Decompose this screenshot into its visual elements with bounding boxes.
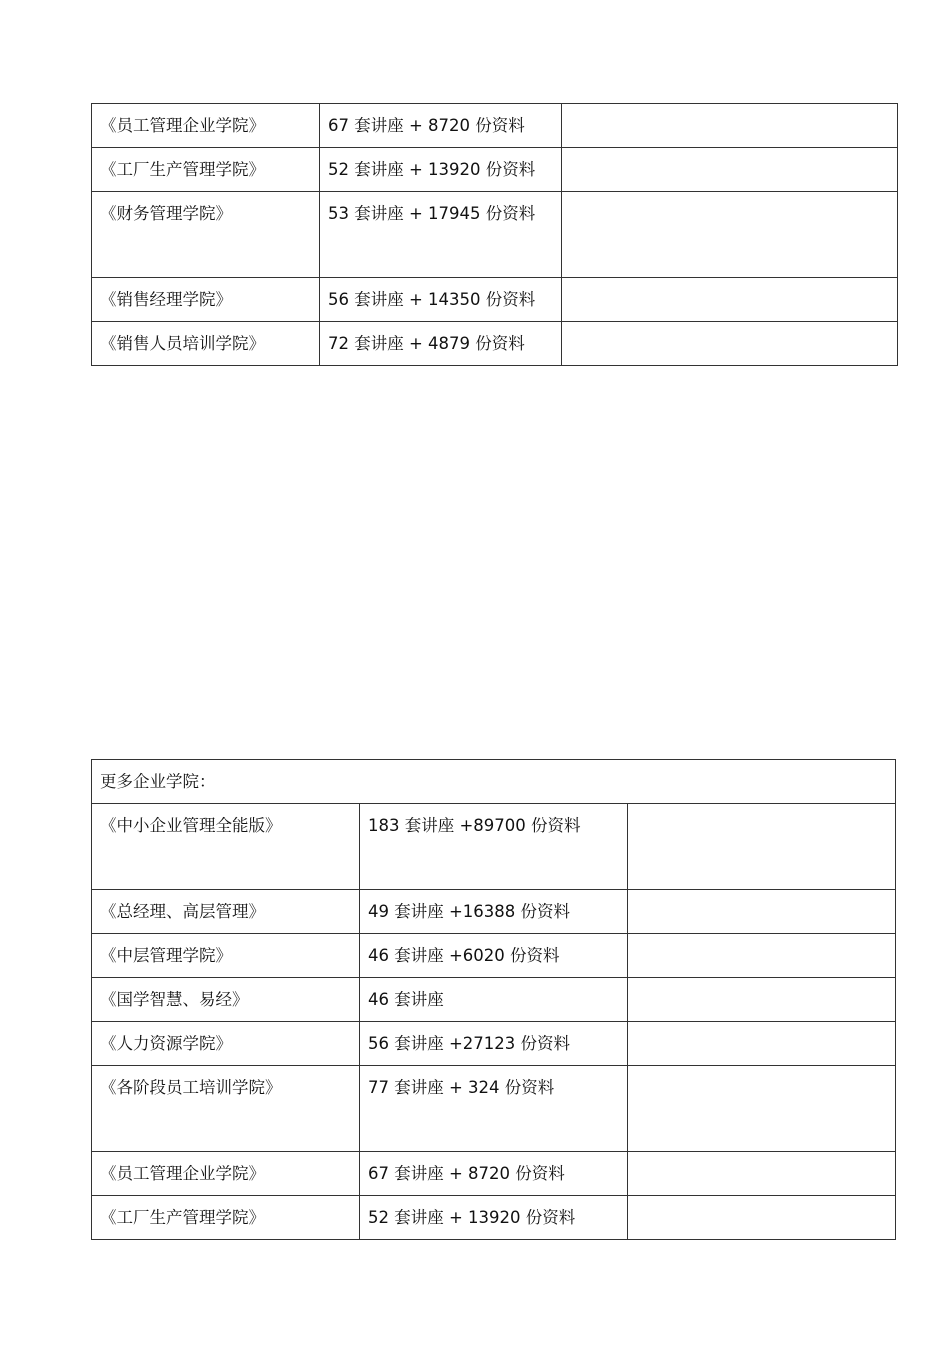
table-row [92, 978, 896, 1022]
academy-info-cell: 53 套讲座 + 17945 份资料 [320, 192, 562, 278]
academy-name-cell: 《员工管理企业学院》 [92, 104, 320, 148]
academy-name-cell: 《人力资源学院》 [92, 1022, 360, 1066]
table-row [92, 890, 896, 934]
academy-note-cell [562, 104, 898, 148]
more-academies-heading: 更多企业学院： [92, 760, 896, 804]
table-row [92, 192, 898, 278]
academy-note-cell [562, 148, 898, 192]
academy-note-cell [628, 1152, 896, 1196]
table-row [92, 934, 896, 978]
academy-note-cell [562, 192, 898, 278]
table-row [92, 1066, 896, 1152]
academy-name-cell: 《国学智慧、易经》 [92, 978, 360, 1022]
academy-name-cell: 《总经理、高层管理》 [92, 890, 360, 934]
academy-note-cell [628, 804, 896, 890]
academy-note-cell [628, 890, 896, 934]
academy-note-cell [562, 278, 898, 322]
academy-note-cell [628, 1196, 896, 1240]
academy-note-cell [628, 1022, 896, 1066]
academy-info-cell: 72 套讲座 + 4879 份资料 [320, 322, 562, 366]
academy-name-cell: 《财务管理学院》 [92, 192, 320, 278]
academy-name-cell: 《中小企业管理全能版》 [92, 804, 360, 890]
table-row [92, 804, 896, 890]
academy-name-cell: 《销售经理学院》 [92, 278, 320, 322]
academy-info-cell: 183 套讲座 +89700 份资料 [360, 804, 628, 890]
academy-name-cell: 《工厂生产管理学院》 [92, 1196, 360, 1240]
academy-info-cell: 67 套讲座 + 8720 份资料 [320, 104, 562, 148]
academy-info-cell: 49 套讲座 +16388 份资料 [360, 890, 628, 934]
academy-info-cell: 67 套讲座 + 8720 份资料 [360, 1152, 628, 1196]
table-row [92, 1022, 896, 1066]
academy-info-cell: 56 套讲座 + 14350 份资料 [320, 278, 562, 322]
academy-note-cell [562, 322, 898, 366]
academy-name-cell: 《工厂生产管理学院》 [92, 148, 320, 192]
table-row [92, 1152, 896, 1196]
academy-table-top [91, 103, 898, 366]
table-row [92, 104, 898, 148]
academy-info-cell: 52 套讲座 + 13920 份资料 [320, 148, 562, 192]
table-row [92, 322, 898, 366]
academy-name-cell: 《员工管理企业学院》 [92, 1152, 360, 1196]
academy-info-cell: 46 套讲座 +6020 份资料 [360, 934, 628, 978]
academy-info-cell: 77 套讲座 + 324 份资料 [360, 1066, 628, 1152]
academy-info-cell: 52 套讲座 + 13920 份资料 [360, 1196, 628, 1240]
academy-note-cell [628, 1066, 896, 1152]
table-row [92, 148, 898, 192]
academy-name-cell: 《销售人员培训学院》 [92, 322, 320, 366]
academy-info-cell: 46 套讲座 [360, 978, 628, 1022]
academy-table-more [91, 759, 896, 1240]
academy-name-cell: 《中层管理学院》 [92, 934, 360, 978]
table-header-row [92, 760, 896, 804]
academy-note-cell [628, 934, 896, 978]
academy-name-cell: 《各阶段员工培训学院》 [92, 1066, 360, 1152]
table-row [92, 278, 898, 322]
academy-note-cell [628, 978, 896, 1022]
academy-info-cell: 56 套讲座 +27123 份资料 [360, 1022, 628, 1066]
table-row [92, 1196, 896, 1240]
